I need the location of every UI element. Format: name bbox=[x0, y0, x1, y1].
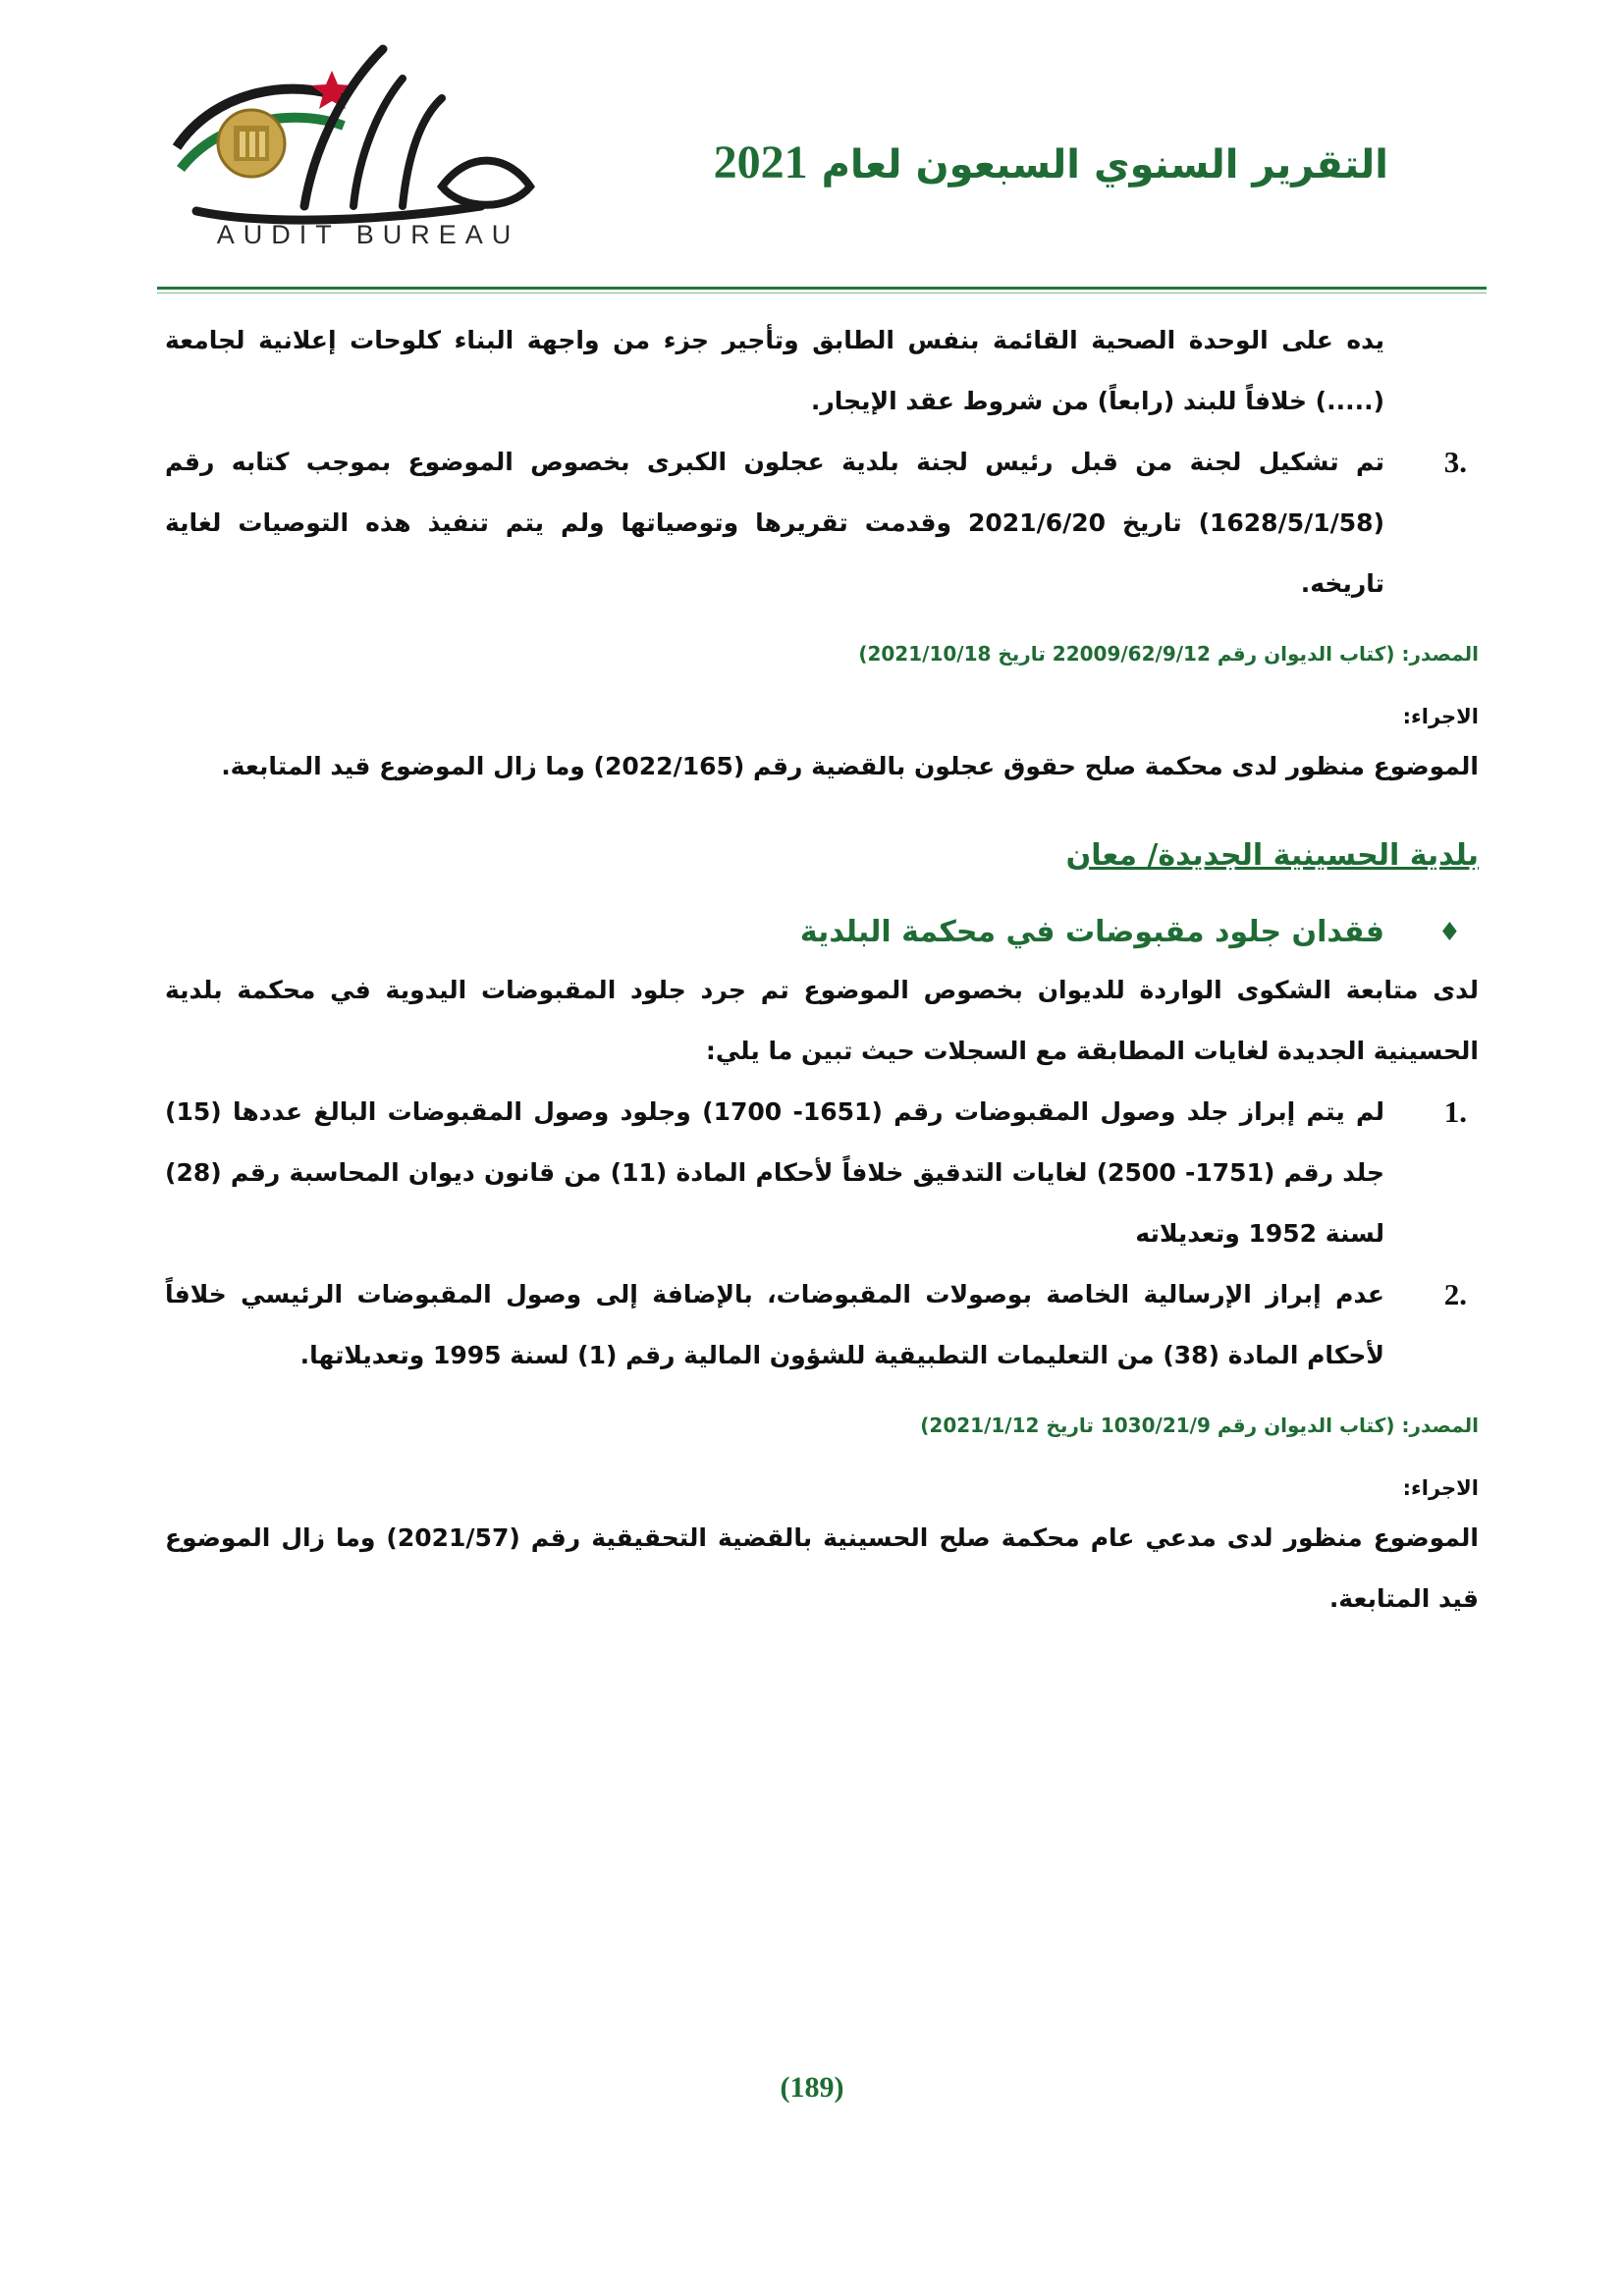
list-item-text: تم تشكيل لجنة من قبل رئيس لجنة بلدية عجلون الكبرى بخصوص الموضوع بموجب كتابه رقم (1628/5/1/58) تاريخ 2021/6/20 وقدمت تقريرها وتوصياتها ولم يتم تنفيذ هذه التوصيات لغاية تاريخه. bbox=[165, 448, 1384, 598]
list-item-text: عدم إبراز الإرسالية الخاصة بوصولات المقبوضات، بالإضافة إلى وصول المقبوضات الرئيسي خلافاً لأحكام المادة (38) من التعليمات التطبيقية للشؤون المالية رقم (1) لسنة 1995 وتعديلاتها. bbox=[165, 1280, 1384, 1369]
report-title bbox=[714, 135, 1388, 189]
action-text: الموضوع منظور لدى مدعي عام محكمة صلح الحسينية بالقضية التحقيقية رقم (2021/57) وما زال الموضوع قيد المتابعة. bbox=[165, 1523, 1479, 1613]
action-label: الاجراء: bbox=[1402, 705, 1479, 728]
page-header bbox=[0, 0, 1624, 294]
page-number: (189) bbox=[780, 2071, 844, 2104]
source-citation: المصدر: (كتاب الديوان رقم 22009/62/9/12 تاريخ 2021/10/18) bbox=[858, 642, 1479, 666]
list-marker: 1. bbox=[1443, 1095, 1467, 1129]
source-citation: المصدر: (كتاب الديوان رقم 1030/21/9 تاريخ 2021/1/12) bbox=[920, 1414, 1479, 1437]
list-marker: 3. bbox=[1443, 445, 1467, 479]
report-title-year: 2021 bbox=[713, 136, 808, 188]
sub-heading-text: فقدان جلود مقبوضات في محكمة البلدية bbox=[799, 915, 1384, 949]
list-item-3 bbox=[165, 432, 1479, 614]
list-item-text: لم يتم إبراز جلد وصول المقبوضات رقم (1651- 1700) وجلود وصول المقبوضات البالغ عددها (15) جلد رقم (1751- 2500) لغايات التدقيق خلافاً لأحكام المادة (11) من قانون ديوان المحاسبة رقم (28) لسنة 1952 وتعديلاته bbox=[165, 1097, 1384, 1248]
continuation-text: يده على الوحدة الصحية القائمة بنفس الطابق وتأجير جزء من واجهة البناء كلوحات إعلانية لجامعة (.....) خلافاً للبند (رابعاً) من شروط عقد الإيجار. bbox=[165, 326, 1384, 415]
diamond-bullet-icon: ♦ bbox=[1437, 918, 1461, 947]
list-marker: 2. bbox=[1443, 1277, 1467, 1311]
section-heading: بلدية الحسينية الجديدة/ معان bbox=[1065, 838, 1479, 873]
page-content bbox=[165, 310, 1479, 1629]
intro-paragraph: لدى متابعة الشكوى الواردة للديوان بخصوص الموضوع تم جرد جلود المقبوضات اليدوية في محكمة بلدية الحسينية الجديدة لغايات المطابقة مع السجلات حيث تبين ما يلي: bbox=[165, 976, 1479, 1065]
list-item-2 bbox=[165, 1264, 1479, 1386]
action-label: الاجراء: bbox=[1402, 1476, 1479, 1500]
sub-heading bbox=[165, 905, 1479, 960]
header-rule-thin bbox=[157, 293, 1487, 294]
header-rule bbox=[157, 287, 1487, 290]
action-text: الموضوع منظور لدى محكمة صلح حقوق عجلون بالقضية رقم (2022/165) وما زال الموضوع قيد المتابعة. bbox=[221, 752, 1479, 780]
continuation-paragraph bbox=[165, 310, 1479, 432]
list-item-1 bbox=[165, 1082, 1479, 1264]
report-title-text: التقرير السنوي السبعون لعام bbox=[821, 142, 1388, 187]
logo-subtitle: AUDIT BUREAU bbox=[216, 220, 520, 249]
